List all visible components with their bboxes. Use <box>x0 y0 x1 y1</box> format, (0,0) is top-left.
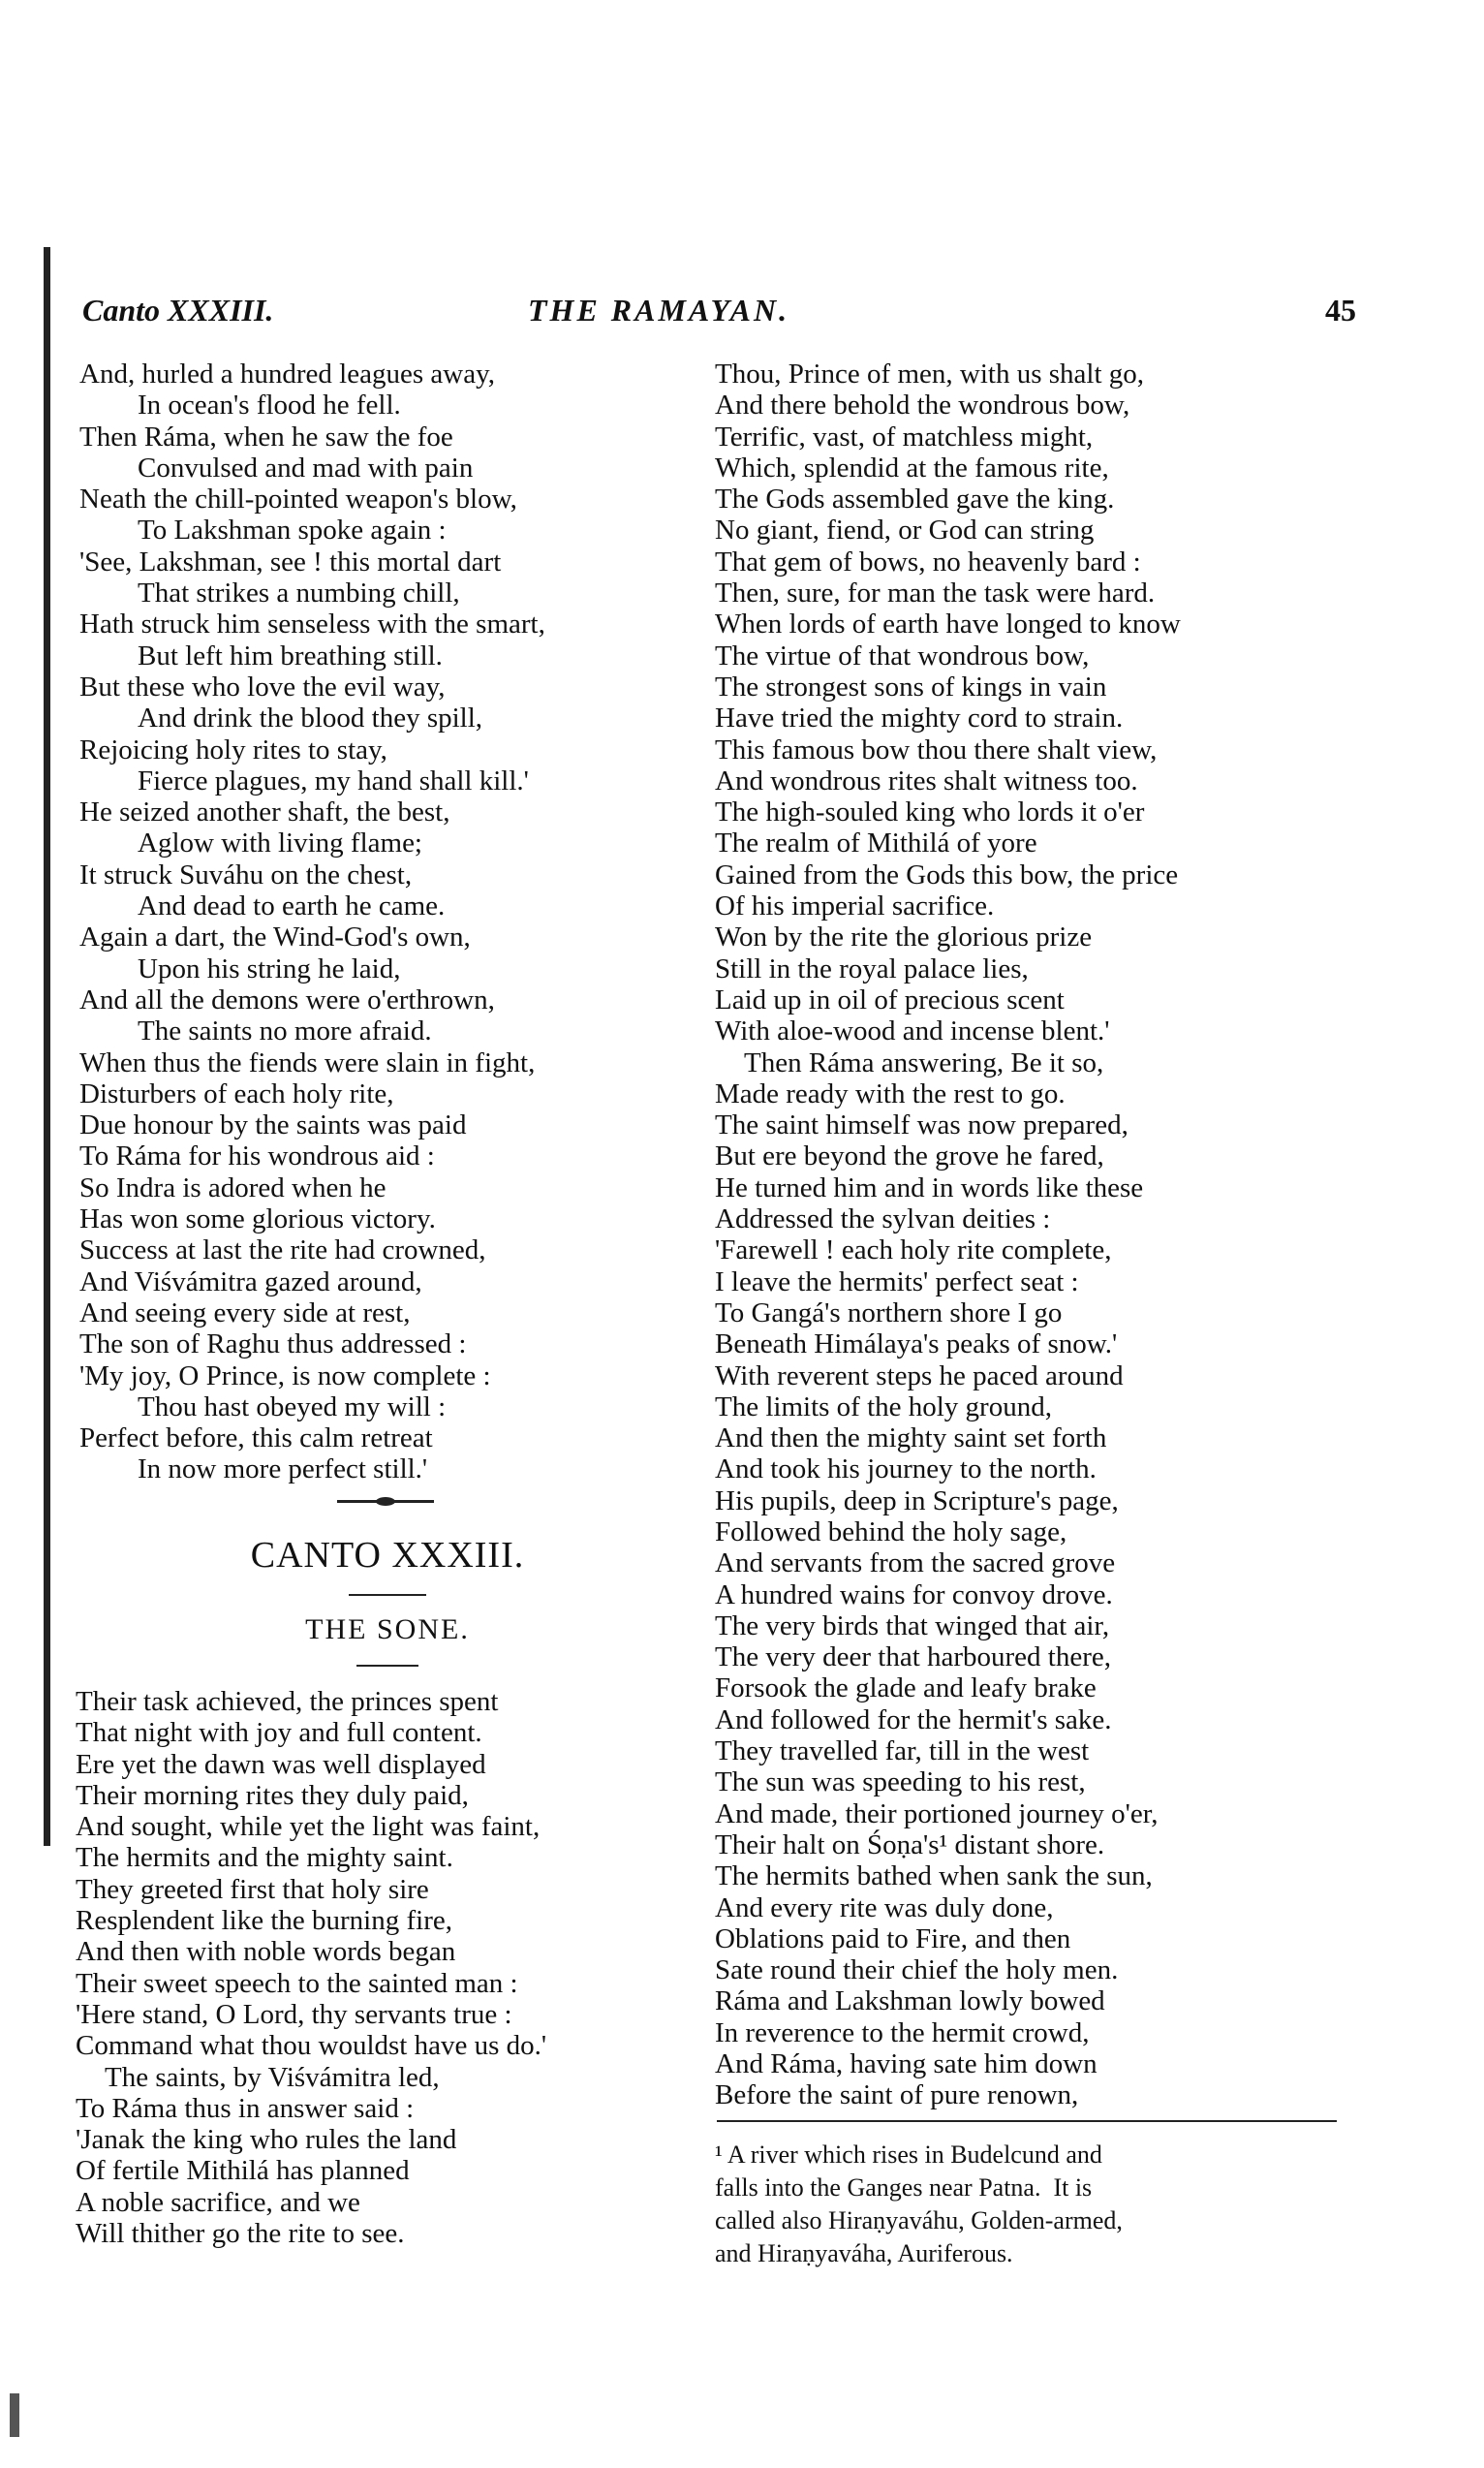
verse-line: To Lakshman spoke again : <box>138 515 447 547</box>
verse-line: Laid up in oil of precious scent <box>715 984 1065 1015</box>
verse-line: The virtue of that wondrous bow, <box>715 640 1090 672</box>
verse-line: That strikes a numbing chill, <box>138 578 460 609</box>
verse-line: Perfect before, this calm retreat <box>79 1422 433 1454</box>
verse-line: With reverent steps he paced around <box>715 1359 1124 1391</box>
verse-line: Oblations paid to Fire, and then <box>715 1922 1071 1954</box>
canto-heading: CANTO XXXIII. <box>250 1535 525 1576</box>
verse-line: Will thither go the rite to see. <box>76 2218 405 2250</box>
verse-line: Hath struck him senseless with the smart, <box>79 609 545 640</box>
verse-line: And seeing every side at rest, <box>79 1296 411 1328</box>
verse-line: I leave the hermits' perfect seat : <box>715 1265 1079 1297</box>
verse-line: To Ráma for his wondrous aid : <box>79 1140 435 1172</box>
verse-line: The Gods assembled gave the king. <box>715 484 1115 515</box>
verse-line: And then the mighty saint set forth <box>715 1422 1107 1454</box>
verse-line: And made, their portioned journey o'er, <box>715 1797 1159 1829</box>
verse-line: The limits of the holy ground, <box>715 1390 1052 1422</box>
verse-line: This famous bow thou there shalt view, <box>715 734 1158 765</box>
verse-line: And followed for the hermit's sake. <box>715 1703 1112 1735</box>
verse-line: And wondrous rites shalt witness too. <box>715 765 1138 797</box>
left-column-verse <box>79 359 699 1485</box>
verse-line: Their task achieved, the princes spent <box>76 1686 499 1717</box>
verse-line: 'Farewell ! each holy rite complete, <box>715 1234 1112 1266</box>
verse-line: Convulsed and mad with pain <box>138 452 474 484</box>
heading-rule <box>349 1594 426 1596</box>
verse-line: But these who love the evil way, <box>79 671 446 703</box>
verse-line: It struck Suváhu on the chest, <box>79 859 413 890</box>
verse-line: Of fertile Mithilá has planned <box>76 2155 410 2187</box>
verse-line: They travelled far, till in the west <box>715 1735 1090 1767</box>
verse-line: And there behold the wondrous bow, <box>715 390 1130 422</box>
verse-line: The very deer that harboured there, <box>715 1641 1112 1673</box>
verse-line: Beneath Himálaya's peaks of snow.' <box>715 1328 1118 1360</box>
verse-line: Resplendent like the burning fire, <box>76 1905 452 1937</box>
verse-line: Command what thou wouldst have us do.' <box>76 2030 547 2062</box>
verse-line: The hermits bathed when sank the sun, <box>715 1860 1153 1892</box>
canto-subheading: THE SONE. <box>305 1613 470 1645</box>
verse-line: Due honour by the saints was paid <box>79 1109 467 1141</box>
verse-line: Of his imperial sacrifice. <box>715 890 995 922</box>
verse-line: And Viśvámitra gazed around, <box>79 1265 422 1297</box>
verse-line: And sought, while yet the light was faint, <box>76 1811 541 1843</box>
verse-line: The son of Raghu thus addressed : <box>79 1328 467 1360</box>
verse-line: Ere yet the dawn was well displayed <box>76 1748 486 1780</box>
verse-line: And took his journey to the north. <box>715 1453 1097 1485</box>
verse-line: Neath the chill-pointed weapon's blow, <box>79 484 517 515</box>
verse-line: Followed behind the holy sage, <box>715 1515 1067 1547</box>
verse-line: Their halt on Śoṇa's¹ distant shore. <box>715 1828 1105 1860</box>
verse-line: Sate round their chief the holy men. <box>715 1954 1119 1986</box>
verse-line: Ráma and Lakshman lowly bowed <box>715 1985 1105 2017</box>
verse-line: To Gangá's northern shore I go <box>715 1296 1063 1328</box>
footnote <box>715 2139 1340 2270</box>
verse-line: Terrific, vast, of matchless might, <box>715 421 1094 453</box>
verse-line: He seized another shaft, the best, <box>79 797 450 828</box>
header-canto: Canto XXXIII. <box>82 293 274 328</box>
verse-line: Which, splendid at the famous rite, <box>715 452 1109 484</box>
verse-line: The hermits and the mighty saint. <box>76 1842 453 1874</box>
footnote-line: falls into the Ganges near Patna. It is <box>715 2173 1093 2202</box>
verse-line: 'Here stand, O Lord, thy servants true : <box>76 1998 512 2030</box>
verse-line: The high-souled king who lords it o'er <box>715 797 1145 828</box>
left-column-canto-verse <box>76 1686 696 2249</box>
verse-line: And servants from the sacred grove <box>715 1547 1116 1579</box>
verse-line: Gained from the Gods this bow, the price <box>715 859 1179 890</box>
verse-line: Made ready with the rest to go. <box>715 1078 1066 1109</box>
verse-line: A hundred wains for convoy drove. <box>715 1578 1113 1610</box>
verse-line: And Ráma, having sate him down <box>715 2048 1098 2080</box>
verse-line: Upon his string he laid, <box>138 953 401 984</box>
verse-line: Rejoicing holy rites to stay, <box>79 734 387 765</box>
verse-line: Their morning rites they duly paid, <box>76 1779 469 1811</box>
verse-line: The sun was speeding to his rest, <box>715 1766 1086 1798</box>
verse-line: The saints no more afraid. <box>138 1015 432 1047</box>
verse-line: When lords of earth have longed to know <box>715 609 1181 640</box>
verse-line: Addressed the sylvan deities : <box>715 1203 1051 1235</box>
verse-line: A noble sacrifice, and we <box>76 2186 360 2218</box>
verse-line: To Ráma thus in answer said : <box>76 2092 415 2124</box>
verse-line: And, hurled a hundred leagues away, <box>79 359 495 390</box>
verse-line: Their sweet speech to the sainted man : <box>76 1967 518 1999</box>
verse-line: But ere beyond the grove he fared, <box>715 1140 1104 1172</box>
verse-line: Aglow with living flame; <box>138 828 422 859</box>
verse-line: Still in the royal palace lies, <box>715 953 1029 984</box>
verse-line: That gem of bows, no heavenly bard : <box>715 546 1141 578</box>
verse-line: Success at last the rite had crowned, <box>79 1234 486 1266</box>
verse-line: Forsook the glade and leafy brake <box>715 1672 1097 1704</box>
verse-line: 'My joy, O Prince, is now complete : <box>79 1359 491 1391</box>
verse-line: The realm of Mithilá of yore <box>715 828 1037 859</box>
verse-line: With aloe-wood and incense blent.' <box>715 1015 1110 1047</box>
verse-line: Disturbers of each holy rite, <box>79 1078 394 1109</box>
page-number: 45 <box>1325 293 1356 328</box>
footnote-line: and Hiraṇyaváha, Auriferous. <box>715 2239 1013 2267</box>
footnote-line: ¹ A river which rises in Budelcund and <box>715 2140 1102 2169</box>
verse-line: Won by the rite the glorious prize <box>715 922 1093 953</box>
verse-line: In now more perfect still.' <box>138 1453 428 1485</box>
verse-line: And all the demons were o'erthrown, <box>79 984 495 1015</box>
section-ornament-dot <box>376 1497 395 1506</box>
verse-line: 'Janak the king who rules the land <box>76 2124 457 2156</box>
verse-line: Has won some glorious victory. <box>79 1203 436 1235</box>
binding-edge-shadow <box>44 247 50 1846</box>
verse-line: That night with joy and full content. <box>76 1717 482 1749</box>
verse-line: The saint himself was now prepared, <box>715 1109 1128 1141</box>
verse-line: In reverence to the hermit crowd, <box>715 2016 1090 2048</box>
verse-line: His pupils, deep in Scripture's page, <box>715 1484 1119 1516</box>
right-column-verse <box>715 359 1345 2111</box>
verse-line: They greeted first that holy sire <box>76 1873 429 1905</box>
footnote-rule <box>717 2120 1337 2122</box>
subheading-rule <box>356 1665 418 1667</box>
verse-line: Again a dart, the Wind-God's own, <box>79 922 471 953</box>
running-header <box>82 293 1356 331</box>
verse-line: Have tried the mighty cord to strain. <box>715 703 1124 734</box>
verse-line: Before the saint of pure renown, <box>715 2079 1079 2111</box>
verse-line: The strongest sons of kings in vain <box>715 671 1107 703</box>
verse-line: In ocean's flood he fell. <box>138 390 401 422</box>
verse-line: The saints, by Viśvámitra led, <box>105 2061 440 2093</box>
verse-line: Thou, Prince of men, with us shalt go, <box>715 359 1145 390</box>
verse-line: Then, sure, for man the task were hard. <box>715 578 1156 609</box>
verse-line: And every rite was duly done, <box>715 1891 1054 1923</box>
page-edge-mark <box>10 2393 19 2437</box>
verse-line: Then Ráma answering, Be it so, <box>744 1047 1104 1078</box>
verse-line: 'See, Lakshman, see ! this mortal dart <box>79 546 502 578</box>
header-title: THE RAMAYAN. <box>528 293 790 328</box>
verse-line: But left him breathing still. <box>138 640 443 672</box>
verse-line: When thus the fiends were slain in fight, <box>79 1047 536 1078</box>
footnote-line: called also Hiraṇyaváhu, Golden-armed, <box>715 2206 1123 2234</box>
verse-line: No giant, fiend, or God can string <box>715 515 1095 547</box>
verse-line: So Indra is adored when he <box>79 1172 386 1203</box>
verse-line: Then Ráma, when he saw the foe <box>79 421 453 453</box>
verse-line: Fierce plagues, my hand shall kill.' <box>138 765 529 797</box>
verse-line: And drink the blood they spill, <box>138 703 483 734</box>
verse-line: He turned him and in words like these <box>715 1172 1144 1203</box>
verse-line: And then with noble words began <box>76 1936 456 1968</box>
verse-line: And dead to earth he came. <box>138 890 446 922</box>
verse-line: Thou hast obeyed my will : <box>138 1390 447 1422</box>
verse-line: The very birds that winged that air, <box>715 1609 1110 1641</box>
